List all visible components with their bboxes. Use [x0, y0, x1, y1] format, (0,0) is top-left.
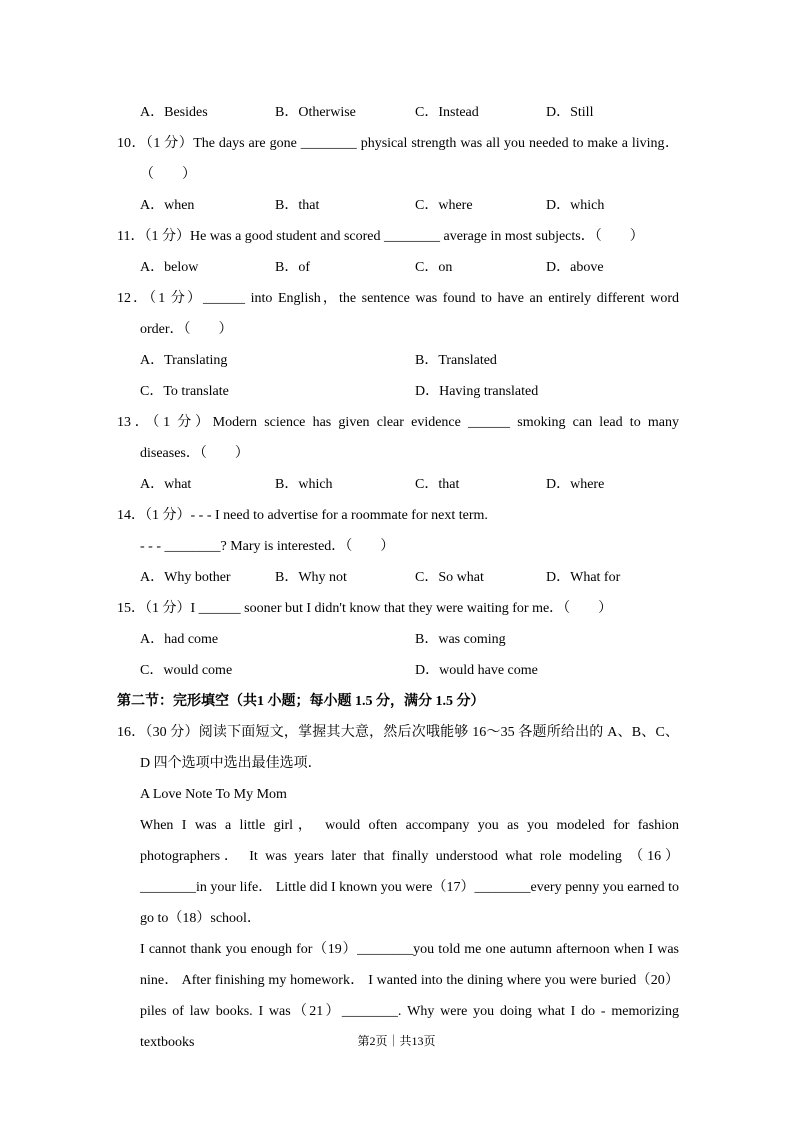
- question-13-options-row: [117, 469, 679, 500]
- question-14-line-2: - - - ________? Mary is interested．（ ）: [140, 539, 395, 554]
- passage-title: A Love Note To My Mom: [140, 787, 287, 802]
- option-c: C．So what: [415, 570, 484, 585]
- option-b: B．of: [275, 260, 310, 275]
- option-a: A．what: [140, 477, 192, 492]
- option-b: B．Why not: [275, 570, 347, 585]
- question-11-text: 11．（1 分）He was a good student and scored ________ average in most subjects．（ ）: [117, 229, 644, 244]
- question-13-text: 13．（1 分）Modern science has given clear evidence ______ smoking can lead to many diseases．（ ）: [117, 415, 679, 461]
- option-d: D．where: [546, 477, 605, 492]
- question-12-text: 12．（1 分）______ into English，the sentence was found to have an entirely different word order．（ ）: [117, 291, 679, 337]
- option-c: C．Instead: [415, 105, 479, 120]
- option-b: B．Translated: [415, 353, 497, 368]
- option-b: B．that: [275, 198, 320, 213]
- question-10-text: 10．（1 分）The days are gone ________ physical strength was all you needed to make a living．（ ）: [117, 136, 679, 182]
- option-c: C．that: [415, 477, 460, 492]
- option-c: C．on: [415, 260, 453, 275]
- option-b: B．was coming: [415, 632, 506, 647]
- option-a: A．Why bother: [140, 570, 231, 585]
- option-c: C．To translate: [140, 384, 229, 399]
- option-a: A．when: [140, 198, 195, 213]
- passage-paragraph-2: I cannot thank you enough for（19）________you told me one autumn afternoon when I was nine． After finishing my homework． I wanted into the dining where you were buried（20）piles of law books. I was（21）________. Why were you doing what I do - memorizing textbooks: [140, 942, 679, 1050]
- question-15-text: 15．（1 分）I ______ sooner but I didn't know that they were waiting for me．（ ）: [117, 601, 613, 616]
- passage-paragraph-1: When I was a little girl， would often accompany you as you modeled for fashion photographers． It was years later that finally understood what role modeling （16）________in your life． Little did I known you were（17）________every penny you earned to go to（18）school．: [140, 818, 679, 926]
- question-9-options-row: [117, 97, 679, 128]
- question-12-options-row-1: [117, 345, 679, 376]
- page-number-indicator: 第2页｜共13页: [357, 1034, 436, 1048]
- exam-page-content: [117, 97, 679, 1058]
- option-b: B．Otherwise: [275, 105, 356, 120]
- option-d: D．Having translated: [415, 384, 539, 399]
- question-14-line-1: 14．（1 分）- - - I need to advertise for a roommate for next term.: [117, 508, 488, 523]
- question-10-options-row: [117, 190, 679, 221]
- option-a: A．Besides: [140, 105, 208, 120]
- option-d: D．above: [546, 260, 604, 275]
- section-2-heading: 第二节：完形填空（共1 小题；每小题 1.5 分，满分 1.5 分）: [117, 694, 485, 709]
- option-b: B．which: [275, 477, 333, 492]
- question-12-options-row-2: [117, 376, 679, 407]
- option-d: D．Still: [546, 105, 594, 120]
- option-a: A．below: [140, 260, 199, 275]
- page-footer: [0, 1032, 793, 1049]
- question-15-options-row-1: [117, 624, 679, 655]
- question-14-options-row: [117, 562, 679, 593]
- option-d: D．What for: [546, 570, 621, 585]
- option-a: A．had come: [140, 632, 219, 647]
- option-c: C．would come: [140, 663, 233, 678]
- question-11-options-row: [117, 252, 679, 283]
- question-15-options-row-2: [117, 655, 679, 686]
- option-c: C．where: [415, 198, 473, 213]
- option-d: D．would have come: [415, 663, 538, 678]
- question-16-intro: 16．（30 分）阅读下面短文，掌握其大意，然后次哦能够 16～35 各题所给出的 A、B、C、D 四个选项中选出最佳选项．: [117, 725, 679, 771]
- option-a: A．Translating: [140, 353, 228, 368]
- option-d: D．which: [546, 198, 605, 213]
